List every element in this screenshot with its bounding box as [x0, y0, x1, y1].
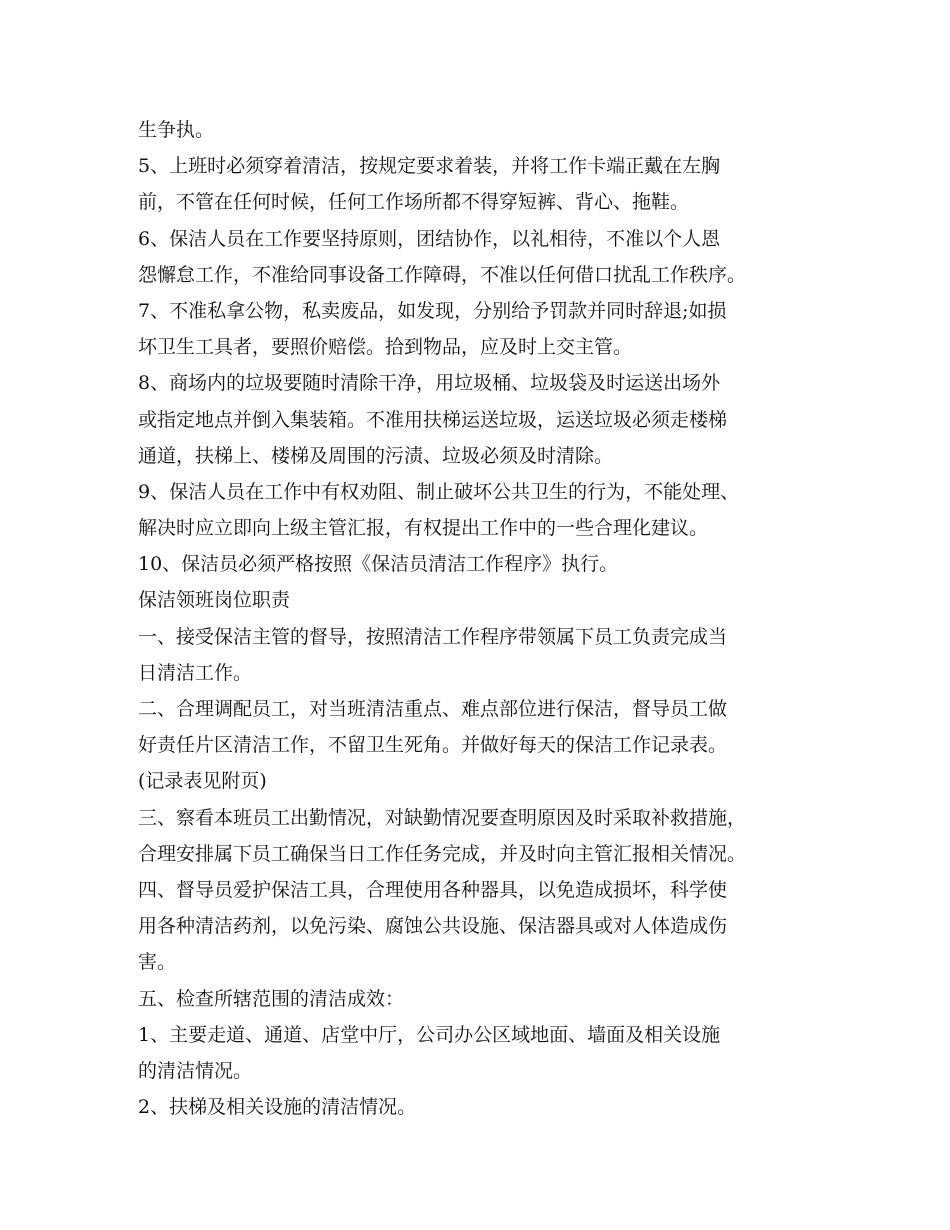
text-line: 四、督导员爱护保洁工具，合理使用各种器具，以免造成损坏，科学使: [138, 878, 728, 901]
text-line: 害。: [138, 951, 177, 974]
text-line: 怨懈怠工作，不准给同事设备工作障碍，不准以任何借口扰乱工作秩序。: [138, 263, 747, 286]
text-line: 8、商场内的垃圾要随时清除干净，用垃圾桶、垃圾袋及时运送出场外: [138, 372, 721, 395]
text-line: 前，不管在任何时候，任何工作场所都不得穿短裤、背心、拖鞋。: [138, 191, 690, 214]
text-line: 10、保洁员必须严格按照《保洁员清洁工作程序》执行。: [138, 553, 619, 576]
text-line: 日清洁工作。: [138, 661, 253, 684]
text-line: 通道，扶梯上、楼梯及周围的污渍、垃圾必须及时清除。: [138, 444, 614, 467]
text-line: 生争执。: [138, 119, 215, 141]
document-body: [138, 112, 838, 1125]
text-line: 1、主要走道、通道、店堂中厅，公司办公区域地面、墙面及相关设施: [138, 1023, 721, 1046]
text-line: 7、不准私拿公物，私卖废品，如发现，分别给予罚款并同时辞退;如损: [138, 299, 727, 322]
section-heading: 保洁领班岗位职责: [138, 589, 291, 612]
text-line: 二、合理调配员工，对当班清洁重点、难点部位进行保洁，督导员工做: [138, 698, 728, 720]
text-line: 三、察看本班员工出勤情况，对缺勤情况要查明原因及时采取补救措施，: [138, 806, 747, 829]
text-line: 好责任片区清洁工作，不留卫生死角。并做好每天的保洁工作记录表。: [138, 734, 728, 757]
text-line: 用各种清洁药剂，以免污染、腐蚀公共设施、保洁器具或对人体造成伤: [138, 915, 728, 938]
text-line: 五、检查所辖范围的清洁成效：: [138, 987, 405, 1010]
text-line: 6、保洁人员在工作要坚持原则，团结协作，以礼相待，不准以个人恩: [138, 227, 721, 250]
text-line: 解决时应立即向上级主管汇报，有权提出工作中的一些合理化建议。: [138, 517, 709, 540]
text-line: 一、接受保洁主管的督导，按照清洁工作程序带领属下员工负责完成当: [138, 625, 728, 648]
text-line: 9、保洁人员在工作中有权劝阻、制止破坏公共卫生的行为，不能处理、: [138, 480, 740, 503]
text-line: 坏卫生工具者，要照价赔偿。拾到物品，应及时上交主管。: [138, 336, 633, 359]
text-line: 的清洁情况。: [138, 1059, 253, 1082]
text-line: 合理安排属下员工确保当日工作任务完成，并及时向主管汇报相关情况。: [138, 842, 747, 865]
text-line: 5、上班时必须穿着清洁，按规定要求着装，并将工作卡端正戴在左胸: [138, 155, 721, 178]
text-line: 2、扶梯及相关设施的清洁情况。: [138, 1096, 417, 1119]
text-line: (记录表见附页): [138, 770, 267, 793]
text-line: 或指定地点并倒入集装箱。不准用扶梯运送垃圾，运送垃圾必须走楼梯: [138, 408, 728, 431]
